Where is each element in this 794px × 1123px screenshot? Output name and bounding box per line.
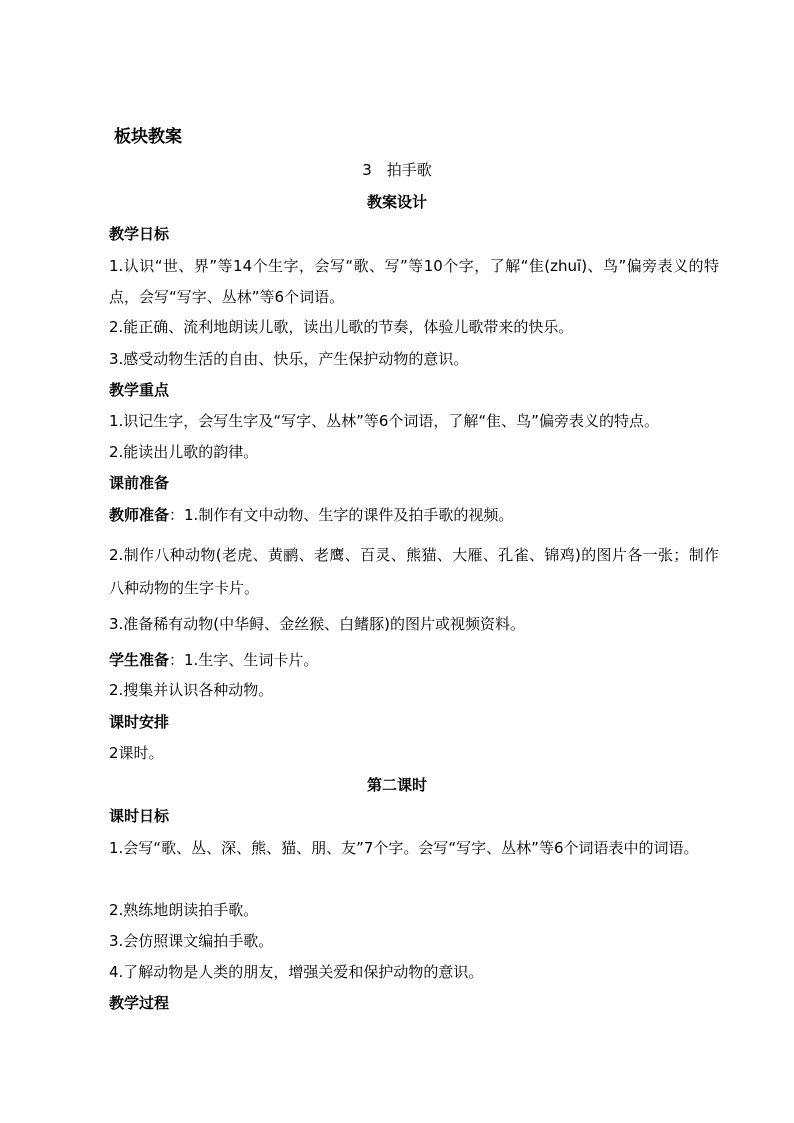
goal-item: 3.感受动物生活的自由、快乐，产生保护动物的意识。 bbox=[109, 350, 469, 368]
lesson-goal-item: 2.熟练地朗读拍手歌。 bbox=[109, 901, 259, 919]
design-title: 教案设计 bbox=[366, 193, 427, 211]
teacher-prep-item: 3.准备稀有动物(中华鲟、金丝猴、白鳍豚)的图片或视频资料。 bbox=[109, 615, 526, 633]
lesson-goal-item: 4.了解动物是人类的朋友，增强关爱和保护动物的意识。 bbox=[109, 963, 484, 981]
lesson-goal-item: 3.会仿照课文编拍手歌。 bbox=[109, 932, 274, 950]
lesson-goals-heading: 课时日标 bbox=[109, 807, 170, 825]
process-heading: 教学过程 bbox=[109, 994, 170, 1012]
lesson-goal-item: 1.会写“歌、丛、深、熊、猫、朋、友”7个字。会写“写字、丛林”等6个词语表中的词语。 bbox=[109, 839, 699, 857]
key-points-heading: 教学重点 bbox=[109, 381, 170, 399]
key-point-item: 2.能读出儿歌的韵律。 bbox=[109, 443, 259, 461]
student-prep-line bbox=[109, 650, 318, 670]
teacher-prep-item: 2.制作八种动物(老虎、黄鹂、老鹰、百灵、熊猫、大雁、孔雀、锦鸡)的图片各一张；制作八种动物的生字卡片。 bbox=[109, 546, 719, 597]
lesson-title: 3 拍手歌 bbox=[362, 161, 432, 179]
schedule-text: 2课时。 bbox=[109, 744, 164, 762]
student-prep-item: 2.搜集并认识各种动物。 bbox=[109, 681, 274, 699]
document-header: 板块教案 bbox=[114, 127, 182, 147]
teacher-prep-label: 教师准备 bbox=[109, 506, 170, 524]
student-prep-item: ：1.生字、生词卡片。 bbox=[169, 651, 319, 669]
goal-item: 1.认识“世、界”等14个生字，会写“歌、写”等10个字，了解“隹(zhuī)、鸟”偏旁表义的特点，会写“写字、丛林”等6个词语。 bbox=[109, 257, 719, 306]
teacher-prep-item: ：1.制作有文中动物、生字的课件及拍手歌的视频。 bbox=[169, 506, 514, 524]
goal-item: 2.能正确、流利地朗读儿歌，读出儿歌的节奏，体验儿歌带来的快乐。 bbox=[109, 318, 574, 336]
key-point-item: 1.识记生字，会写生字及“写字、丛林”等6个词语，了解“隹、鸟”偏旁表义的特点。 bbox=[109, 412, 659, 430]
schedule-heading: 课时安排 bbox=[109, 713, 170, 731]
preparation-heading: 课前准备 bbox=[109, 474, 170, 492]
second-lesson-title: 第二课时 bbox=[366, 776, 427, 794]
student-prep-label: 学生准备 bbox=[109, 651, 170, 669]
teacher-prep-line bbox=[109, 505, 513, 525]
goals-heading: 教学日标 bbox=[109, 225, 170, 243]
